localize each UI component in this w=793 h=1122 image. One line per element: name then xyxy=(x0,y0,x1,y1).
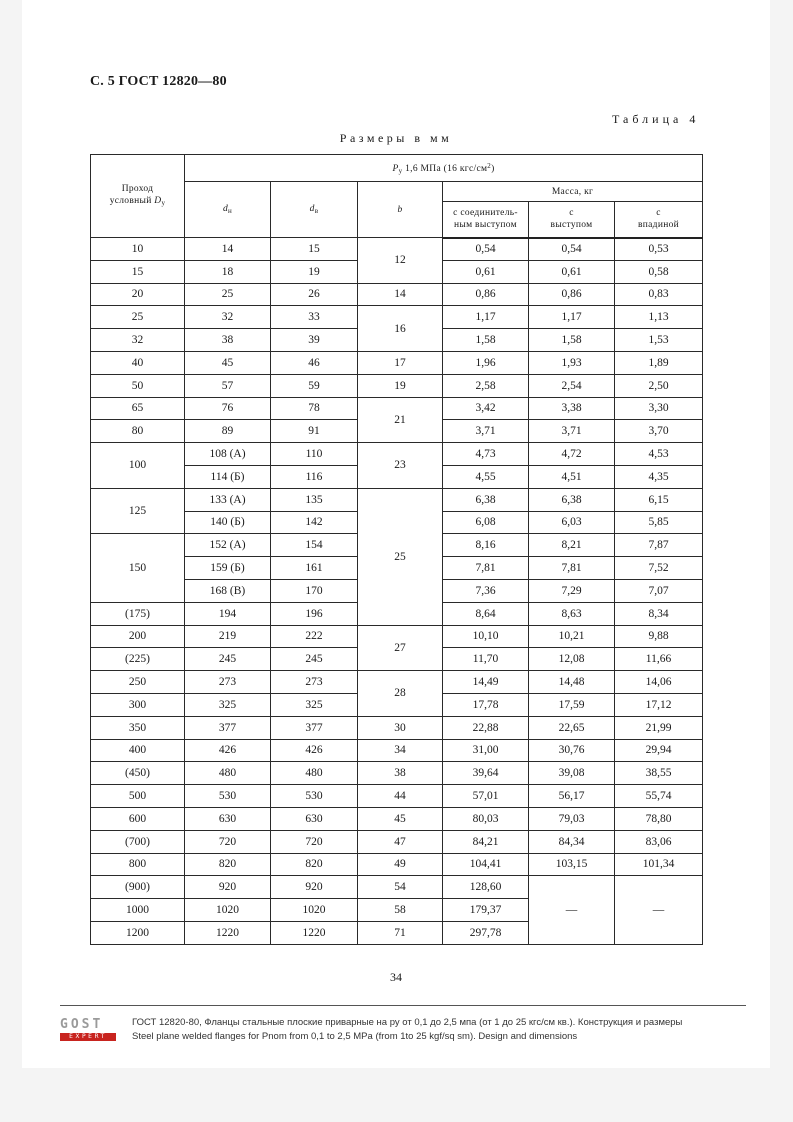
cell-mass-connecting: 8,64 xyxy=(443,602,529,625)
cell-b: 17 xyxy=(358,351,443,374)
cell-dn: 273 xyxy=(185,671,271,694)
cell-nominal-pass: 80 xyxy=(91,420,185,443)
cell-nominal-pass: 50 xyxy=(91,374,185,397)
cell-nominal-pass: 400 xyxy=(91,739,185,762)
cell-dv: 15 xyxy=(271,238,358,261)
cell-dn: 245 xyxy=(185,648,271,671)
cell-mass-projection: 79,03 xyxy=(529,807,615,830)
cell-mass-projection: 12,08 xyxy=(529,648,615,671)
table-row xyxy=(91,762,703,785)
cell-dv: 26 xyxy=(271,283,358,306)
cell-mass-projection: 1,58 xyxy=(529,329,615,352)
cell-b: 14 xyxy=(358,283,443,306)
cell-dv: 110 xyxy=(271,443,358,466)
cell-mass-projection: 84,34 xyxy=(529,830,615,853)
cell-dv: 33 xyxy=(271,306,358,329)
cell-b: 49 xyxy=(358,853,443,876)
cell-mass-connecting: 10,10 xyxy=(443,625,529,648)
header-mass-projection: с выступом xyxy=(529,202,615,238)
table-row xyxy=(91,785,703,808)
table-row xyxy=(91,807,703,830)
table-row xyxy=(91,306,703,329)
cell-mass-recess: 4,53 xyxy=(615,443,703,466)
cell-dv: 630 xyxy=(271,807,358,830)
cell-dv: 530 xyxy=(271,785,358,808)
cell-dv: 39 xyxy=(271,329,358,352)
cell-mass-connecting: 128,60 xyxy=(443,876,529,899)
cell-mass-recess: 1,53 xyxy=(615,329,703,352)
cell-mass-connecting: 1,96 xyxy=(443,351,529,374)
table-row xyxy=(91,876,703,899)
cell-nominal-pass: 600 xyxy=(91,807,185,830)
table-row xyxy=(91,238,703,261)
cell-nominal-pass: 150 xyxy=(91,534,185,602)
cell-nominal-pass: 250 xyxy=(91,671,185,694)
cell-mass-connecting: 3,42 xyxy=(443,397,529,420)
cell-mass-projection: 8,21 xyxy=(529,534,615,557)
footer-divider xyxy=(60,1005,746,1006)
cell-mass-recess: — xyxy=(615,876,703,944)
cell-dn: 76 xyxy=(185,397,271,420)
cell-dn: 25 xyxy=(185,283,271,306)
cell-mass-connecting: 7,36 xyxy=(443,579,529,602)
footer-line-en: Steel plane welded flanges for Pnom from 0,1 to 2,5 MPa (from 1to 25 kgf/sq sm). Design and dimensions xyxy=(132,1031,578,1042)
cell-mass-connecting: 4,73 xyxy=(443,443,529,466)
cell-dv: 170 xyxy=(271,579,358,602)
cell-mass-connecting: 6,08 xyxy=(443,511,529,534)
header-mass-recess: с впадиной xyxy=(615,202,703,238)
cell-dv: 920 xyxy=(271,876,358,899)
cell-dn: 18 xyxy=(185,260,271,283)
cell-dv: 59 xyxy=(271,374,358,397)
cell-nominal-pass: 10 xyxy=(91,238,185,261)
cell-dv: 325 xyxy=(271,693,358,716)
cell-nominal-pass: 15 xyxy=(91,260,185,283)
cell-nominal-pass: 20 xyxy=(91,283,185,306)
cell-dn: 89 xyxy=(185,420,271,443)
cell-dn: 133 (А) xyxy=(185,488,271,511)
cell-mass-connecting: 0,54 xyxy=(443,238,529,261)
cell-mass-projection: 103,15 xyxy=(529,853,615,876)
cell-mass-connecting: 14,49 xyxy=(443,671,529,694)
cell-nominal-pass: 500 xyxy=(91,785,185,808)
flange-dimensions-table xyxy=(90,154,703,945)
header-dn: $d_н$ xyxy=(185,182,271,238)
cell-mass-projection: 4,72 xyxy=(529,443,615,466)
table-row xyxy=(91,625,703,648)
table-row xyxy=(91,374,703,397)
cell-mass-projection: 1,17 xyxy=(529,306,615,329)
cell-dn: 57 xyxy=(185,374,271,397)
cell-mass-projection: 1,93 xyxy=(529,351,615,374)
table-label: Таблица 4 xyxy=(612,112,700,126)
cell-dv: 245 xyxy=(271,648,358,671)
cell-mass-recess: 14,06 xyxy=(615,671,703,694)
cell-mass-recess: 3,30 xyxy=(615,397,703,420)
cell-mass-connecting: 3,71 xyxy=(443,420,529,443)
table-body xyxy=(91,238,703,945)
table-row xyxy=(91,739,703,762)
cell-dn: 480 xyxy=(185,762,271,785)
cell-mass-projection: — xyxy=(529,876,615,944)
cell-mass-recess: 55,74 xyxy=(615,785,703,808)
footer-text xyxy=(132,1016,742,1044)
cell-b: 12 xyxy=(358,238,443,284)
cell-mass-connecting: 0,61 xyxy=(443,260,529,283)
cell-b: 47 xyxy=(358,830,443,853)
cell-mass-projection: 0,86 xyxy=(529,283,615,306)
table-row xyxy=(91,488,703,511)
cell-mass-recess: 5,85 xyxy=(615,511,703,534)
cell-dv: 1020 xyxy=(271,899,358,922)
cell-nominal-pass: 1200 xyxy=(91,921,185,944)
cell-dn: 530 xyxy=(185,785,271,808)
cell-dv: 720 xyxy=(271,830,358,853)
cell-dn: 152 (А) xyxy=(185,534,271,557)
cell-dv: 154 xyxy=(271,534,358,557)
cell-mass-recess: 1,89 xyxy=(615,351,703,374)
cell-mass-recess: 8,34 xyxy=(615,602,703,625)
cell-mass-projection: 6,38 xyxy=(529,488,615,511)
cell-dv: 196 xyxy=(271,602,358,625)
cell-dn: 32 xyxy=(185,306,271,329)
cell-dn: 920 xyxy=(185,876,271,899)
cell-dn: 108 (А) xyxy=(185,443,271,466)
cell-dv: 480 xyxy=(271,762,358,785)
cell-mass-connecting: 22,88 xyxy=(443,716,529,739)
cell-dv: 273 xyxy=(271,671,358,694)
cell-mass-recess: 78,80 xyxy=(615,807,703,830)
header-mass-connecting: с соединитель- ным выступом xyxy=(443,202,529,238)
cell-dn: 377 xyxy=(185,716,271,739)
cell-dn: 325 xyxy=(185,693,271,716)
cell-mass-connecting: 297,78 xyxy=(443,921,529,944)
cell-dn: 159 (Б) xyxy=(185,557,271,580)
cell-dn: 14 xyxy=(185,238,271,261)
cell-mass-recess: 0,53 xyxy=(615,238,703,261)
cell-dn: 38 xyxy=(185,329,271,352)
cell-dv: 1220 xyxy=(271,921,358,944)
cell-mass-projection: 17,59 xyxy=(529,693,615,716)
table-row xyxy=(91,671,703,694)
cell-dn: 1020 xyxy=(185,899,271,922)
cell-b: 19 xyxy=(358,374,443,397)
cell-b: 23 xyxy=(358,443,443,489)
cell-dv: 377 xyxy=(271,716,358,739)
cell-b: 58 xyxy=(358,899,443,922)
header-pressure: $P_у$ 1,6 МПа (16 кгс/$см^2$) xyxy=(185,155,703,182)
cell-mass-projection: 39,08 xyxy=(529,762,615,785)
cell-mass-connecting: 39,64 xyxy=(443,762,529,785)
cell-nominal-pass: 200 xyxy=(91,625,185,648)
cell-mass-recess: 101,34 xyxy=(615,853,703,876)
footer-line-ru: ГОСТ 12820-80, Фланцы стальные плоские приварные на ру от 0,1 до 2,5 мпа (от 1 до 25 кгс/см кв.). Конструкция и размеры xyxy=(132,1017,683,1028)
cell-mass-connecting: 31,00 xyxy=(443,739,529,762)
cell-dv: 46 xyxy=(271,351,358,374)
cell-mass-connecting: 179,37 xyxy=(443,899,529,922)
cell-mass-connecting: 1,58 xyxy=(443,329,529,352)
cell-dn: 630 xyxy=(185,807,271,830)
table-row xyxy=(91,443,703,466)
cell-mass-projection: 30,76 xyxy=(529,739,615,762)
header-b: b xyxy=(358,182,443,238)
cell-mass-projection: 56,17 xyxy=(529,785,615,808)
cell-mass-recess: 7,87 xyxy=(615,534,703,557)
cell-mass-projection: 0,54 xyxy=(529,238,615,261)
cell-b: 54 xyxy=(358,876,443,899)
cell-b: 34 xyxy=(358,739,443,762)
cell-dn: 426 xyxy=(185,739,271,762)
header-nominal-pass: Проход условный $D_у$ xyxy=(91,155,185,238)
cell-mass-recess: 21,99 xyxy=(615,716,703,739)
cell-mass-projection: 6,03 xyxy=(529,511,615,534)
cell-mass-projection: 7,29 xyxy=(529,579,615,602)
cell-mass-connecting: 104,41 xyxy=(443,853,529,876)
table-row xyxy=(91,283,703,306)
cell-mass-recess: 2,50 xyxy=(615,374,703,397)
cell-mass-recess: 1,13 xyxy=(615,306,703,329)
cell-nominal-pass: 1000 xyxy=(91,899,185,922)
cell-dv: 135 xyxy=(271,488,358,511)
cell-mass-recess: 9,88 xyxy=(615,625,703,648)
cell-nominal-pass: 32 xyxy=(91,329,185,352)
cell-b: 38 xyxy=(358,762,443,785)
cell-mass-connecting: 6,38 xyxy=(443,488,529,511)
header-dv: $d_в$ xyxy=(271,182,358,238)
cell-mass-connecting: 4,55 xyxy=(443,465,529,488)
page-number: 34 xyxy=(390,970,402,984)
cell-dv: 161 xyxy=(271,557,358,580)
cell-nominal-pass: 25 xyxy=(91,306,185,329)
cell-mass-projection: 0,61 xyxy=(529,260,615,283)
cell-mass-recess: 38,55 xyxy=(615,762,703,785)
cell-mass-connecting: 11,70 xyxy=(443,648,529,671)
cell-mass-connecting: 2,58 xyxy=(443,374,529,397)
cell-mass-connecting: 57,01 xyxy=(443,785,529,808)
cell-mass-recess: 7,07 xyxy=(615,579,703,602)
cell-b: 16 xyxy=(358,306,443,352)
cell-dv: 91 xyxy=(271,420,358,443)
cell-mass-projection: 14,48 xyxy=(529,671,615,694)
cell-dn: 168 (В) xyxy=(185,579,271,602)
table-row xyxy=(91,853,703,876)
cell-mass-recess: 0,83 xyxy=(615,283,703,306)
cell-mass-connecting: 84,21 xyxy=(443,830,529,853)
cell-nominal-pass: (700) xyxy=(91,830,185,853)
cell-mass-connecting: 17,78 xyxy=(443,693,529,716)
cell-mass-projection: 3,71 xyxy=(529,420,615,443)
cell-mass-projection: 10,21 xyxy=(529,625,615,648)
cell-dn: 194 xyxy=(185,602,271,625)
cell-mass-connecting: 7,81 xyxy=(443,557,529,580)
units-caption: Размеры в мм xyxy=(339,131,453,145)
cell-dn: 140 (Б) xyxy=(185,511,271,534)
cell-dv: 142 xyxy=(271,511,358,534)
cell-mass-recess: 4,35 xyxy=(615,465,703,488)
cell-mass-recess: 29,94 xyxy=(615,739,703,762)
cell-dv: 426 xyxy=(271,739,358,762)
cell-mass-connecting: 0,86 xyxy=(443,283,529,306)
cell-dv: 820 xyxy=(271,853,358,876)
cell-b: 44 xyxy=(358,785,443,808)
cell-mass-projection: 22,65 xyxy=(529,716,615,739)
cell-nominal-pass: 300 xyxy=(91,693,185,716)
cell-dv: 222 xyxy=(271,625,358,648)
table-row xyxy=(91,830,703,853)
cell-mass-connecting: 8,16 xyxy=(443,534,529,557)
cell-mass-recess: 3,70 xyxy=(615,420,703,443)
cell-nominal-pass: 65 xyxy=(91,397,185,420)
table-row xyxy=(91,351,703,374)
cell-nominal-pass: 125 xyxy=(91,488,185,534)
cell-mass-projection: 8,63 xyxy=(529,602,615,625)
cell-nominal-pass: (900) xyxy=(91,876,185,899)
cell-mass-connecting: 80,03 xyxy=(443,807,529,830)
page-header: С. 5 ГОСТ 12820—80 xyxy=(90,74,227,89)
cell-mass-recess: 17,12 xyxy=(615,693,703,716)
cell-mass-projection: 2,54 xyxy=(529,374,615,397)
cell-dv: 116 xyxy=(271,465,358,488)
cell-mass-projection: 4,51 xyxy=(529,465,615,488)
cell-dn: 219 xyxy=(185,625,271,648)
cell-nominal-pass: 800 xyxy=(91,853,185,876)
cell-mass-recess: 7,52 xyxy=(615,557,703,580)
cell-dv: 19 xyxy=(271,260,358,283)
cell-mass-projection: 3,38 xyxy=(529,397,615,420)
cell-nominal-pass: (450) xyxy=(91,762,185,785)
cell-b: 45 xyxy=(358,807,443,830)
header-mass: Масса, кг xyxy=(443,182,703,202)
cell-b: 28 xyxy=(358,671,443,717)
gost-expert-logo xyxy=(60,1018,118,1041)
cell-nominal-pass: (225) xyxy=(91,648,185,671)
cell-mass-connecting: 1,17 xyxy=(443,306,529,329)
cell-nominal-pass: 350 xyxy=(91,716,185,739)
cell-dv: 78 xyxy=(271,397,358,420)
cell-dn: 720 xyxy=(185,830,271,853)
cell-nominal-pass: (175) xyxy=(91,602,185,625)
cell-mass-recess: 83,06 xyxy=(615,830,703,853)
table-row xyxy=(91,397,703,420)
cell-b: 71 xyxy=(358,921,443,944)
cell-mass-recess: 11,66 xyxy=(615,648,703,671)
cell-dn: 45 xyxy=(185,351,271,374)
logo-top-text: GOST xyxy=(60,1017,104,1032)
cell-b: 30 xyxy=(358,716,443,739)
cell-b: 27 xyxy=(358,625,443,671)
cell-b: 21 xyxy=(358,397,443,443)
cell-mass-projection: 7,81 xyxy=(529,557,615,580)
table-row xyxy=(91,716,703,739)
cell-dn: 820 xyxy=(185,853,271,876)
cell-mass-recess: 6,15 xyxy=(615,488,703,511)
cell-dn: 1220 xyxy=(185,921,271,944)
cell-b: 25 xyxy=(358,488,443,625)
cell-mass-recess: 0,58 xyxy=(615,260,703,283)
cell-dn: 114 (Б) xyxy=(185,465,271,488)
logo-bottom-text: EXPERT xyxy=(60,1033,116,1041)
cell-nominal-pass: 40 xyxy=(91,351,185,374)
cell-nominal-pass: 100 xyxy=(91,443,185,489)
